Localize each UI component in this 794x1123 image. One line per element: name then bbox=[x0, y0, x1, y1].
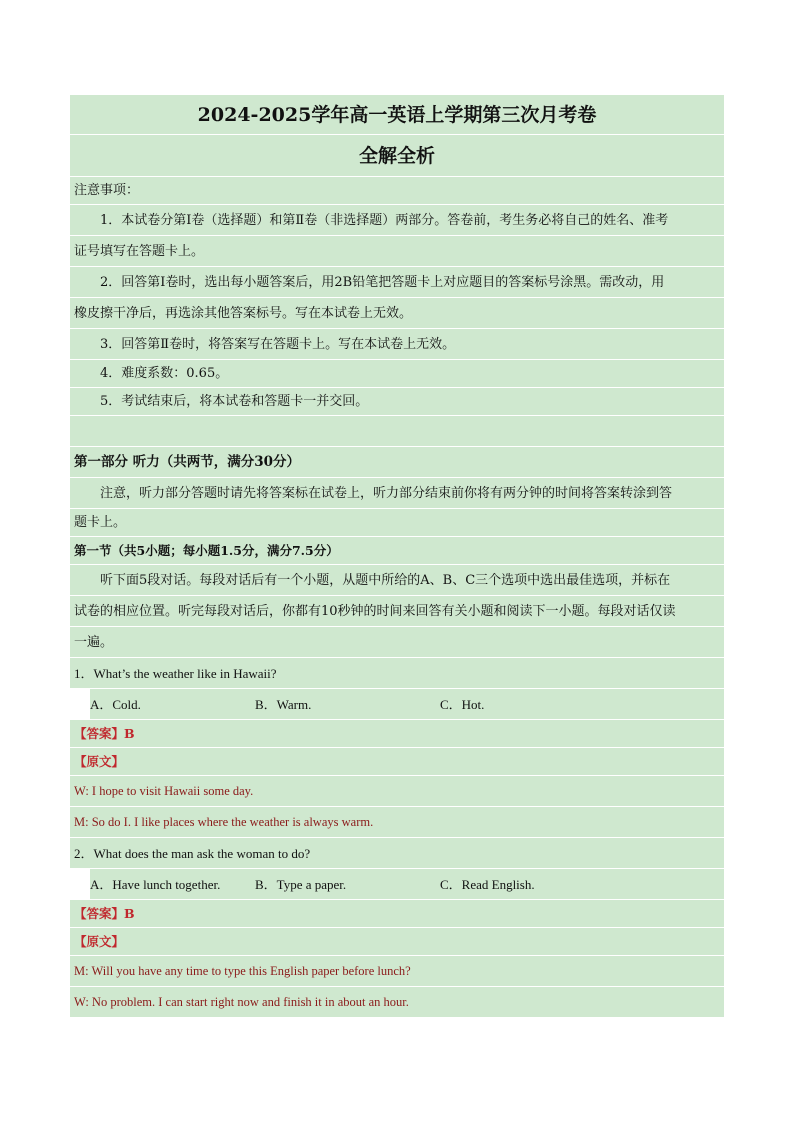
question-2-options bbox=[70, 868, 724, 899]
question-2-script-line-2: W: No problem. I can start right now and finish it in about an hour. bbox=[70, 986, 724, 1017]
question-1-answer: 【答案】B bbox=[70, 719, 724, 747]
question-1-script-line-2: M: So do I. I like places where the weather is always warm. bbox=[70, 806, 724, 837]
question-2-option-a: A．Have lunch together. bbox=[90, 877, 221, 892]
notice-item-2-line-2: 橡皮擦干净后，再选涂其他答案标号。写在本试卷上无效。 bbox=[70, 297, 724, 328]
section-1-instr-line-1: 听下面5段对话。每段对话后有一个小题，从题中所给的A、B、C三个选项中选出最佳选项，并标在 bbox=[70, 564, 724, 595]
question-1-options bbox=[70, 688, 724, 719]
question-2-option-b: B．Type a paper. bbox=[255, 877, 347, 892]
notice-item-3: 3．回答第Ⅱ卷时，将答案写在答题卡上。写在本试卷上无效。 bbox=[70, 328, 724, 359]
question-2-option-c: C．Read English. bbox=[440, 877, 535, 892]
option-gap bbox=[70, 689, 90, 719]
option-gap bbox=[70, 869, 90, 899]
notice-item-2-line-1: 2．回答第Ⅰ卷时，选出每小题答案后，用2B铅笔把答题卡上对应题目的答案标号涂黑。需改动，用 bbox=[70, 266, 724, 297]
question-2-script-label: 【原文】 bbox=[70, 927, 724, 955]
question-2-script-line-1: M: Will you have any time to type this English paper before lunch? bbox=[70, 955, 724, 986]
question-1-script-line-1: W: I hope to visit Hawaii some day. bbox=[70, 775, 724, 806]
question-2-answer: 【答案】B bbox=[70, 899, 724, 927]
question-1-script-label: 【原文】 bbox=[70, 747, 724, 775]
question-2-stem: 2．What does the man ask the woman to do? bbox=[70, 837, 724, 868]
section-1-heading: 第一节（共5小题；每小题1.5分，满分7.5分） bbox=[70, 536, 724, 564]
page-title: 2024-2025学年高一英语上学期第三次月考卷 bbox=[70, 94, 724, 134]
notice-item-4: 4．难度系数：0.65。 bbox=[70, 359, 724, 387]
notice-heading: 注意事项： bbox=[70, 176, 724, 204]
question-1-stem: 1．What’s the weather like in Hawaii? bbox=[70, 657, 724, 688]
question-1-option-a: A．Cold. bbox=[90, 697, 141, 712]
question-1-option-b: B．Warm. bbox=[255, 697, 312, 712]
notice-item-5: 5．考试结束后，将本试卷和答题卡一并交回。 bbox=[70, 387, 724, 415]
document-page bbox=[70, 94, 724, 1017]
page-subtitle: 全解全析 bbox=[70, 134, 724, 176]
question-1-option-c: C．Hot. bbox=[440, 697, 485, 712]
notice-item-1-line-2: 证号填写在答题卡上。 bbox=[70, 235, 724, 266]
section-1-instr-line-2: 试卷的相应位置。听完每段对话后，你都有10秒钟的时间来回答有关小题和阅读下一小题。每段对话仅读 bbox=[70, 595, 724, 626]
section-1-instr-line-3: 一遍。 bbox=[70, 626, 724, 657]
part-1-note-line-2: 题卡上。 bbox=[70, 508, 724, 536]
part-1-note-line-1: 注意，听力部分答题时请先将答案标在试卷上，听力部分结束前你将有两分钟的时间将答案转涂到答 bbox=[70, 477, 724, 508]
blank-row bbox=[70, 415, 724, 446]
part-1-heading: 第一部分 听力（共两节，满分30分） bbox=[70, 446, 724, 477]
notice-item-1-line-1: 1．本试卷分第Ⅰ卷（选择题）和第Ⅱ卷（非选择题）两部分。答卷前，考生务必将自己的姓名、准考 bbox=[70, 204, 724, 235]
